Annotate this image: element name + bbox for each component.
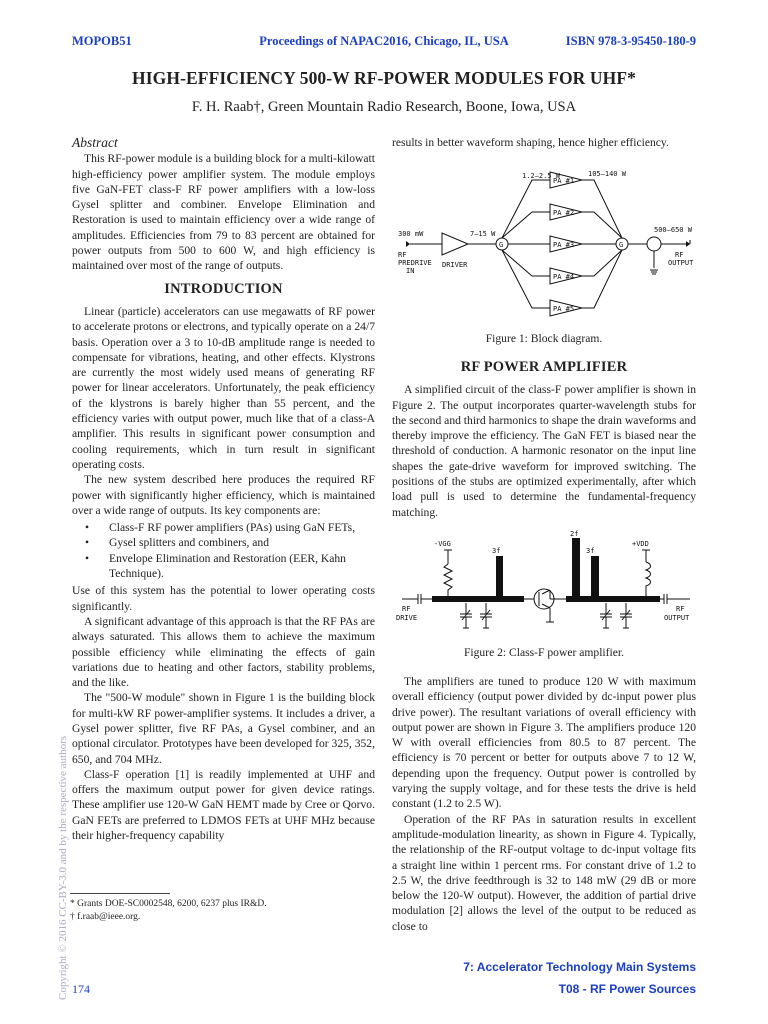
footnote-grants: * Grants DOE-SC0002548, 6200, 6237 plus IR&D. [70,899,267,909]
paper-authors: F. H. Raab†, Green Mountain Radio Research, Boone, Iowa, USA [191,99,577,115]
intro-paragraph-4: A significant advantage of this approach is that the RF PAs are always saturated. This allows them to achieve the maximum possible efficiency while eliminating the effects of gain variations due to heating and other factors, stability problems, and the like. [72,614,375,690]
intro-paragraph-2: The new system described here produces the required RF power with significantly higher efficiency, which is maintained over a wide range of outputs. Its key components are: [72,473,375,517]
header-isbn: ISBN 978-3-95450-180-9 [565,34,696,48]
footnotes [70,898,370,924]
input-line [432,596,524,602]
fig2-output-label: OUTPUT [664,614,690,622]
fig2-vgg-label: -VGG [434,540,451,548]
components-list [72,520,375,581]
footnote-email: † f.raab@ieee.org. [70,912,141,922]
fig1-pa5-label: PA #5 [553,305,575,313]
list-item: • Gysel splitters and combiners, and [109,535,375,550]
list-item: • Envelope Elimination and Restoration (EER, Kahn Technique). [109,551,375,582]
rf-power-amplifier-heading: RF POWER AMPLIFIER [460,359,628,375]
header-proceedings: Proceedings of NAPAC2016, Chicago, IL, USA [259,34,509,48]
fig1-pa3-label: PA #3 [553,241,575,249]
output-2f-stub [572,538,580,598]
footnote-rule [70,893,170,894]
fig2-drive-label: DRIVE [396,614,418,622]
fig1-output-label: OUTPUT [668,259,694,267]
page-number: 174 [72,982,90,996]
fig2-vdd-label: +VDD [632,540,649,548]
intro-paragraph-1: Linear (particle) accelerators can use megawatts of RF power to accelerate protons or electrons, and typically operate on a 24/7 basis. Operation over a 3 to 10-dB amplitude range is needed to compensate for vibrations, heating, and other effects. Klystrons are currently the most widely used means of generating RF power for linear accelerators. Unfortunately, the peak efficiency of the klystrons is barely higher than 55 percent, and the efficiency varies with output power, much like that of a class-A amplifier. This results in significant power consumption and cooling requirements, which in turn result in significant operating costs. [72,304,375,471]
fig2-3f-out-label: 3f [586,547,595,555]
fig1-output-power-label: 500–650 W [654,226,692,234]
input-3f-stub [496,556,503,598]
fig1-pa4-label: PA #4 [553,273,575,281]
list-item: • Class-F RF power amplifiers (PAs) using GaN FETs, [109,520,375,535]
right-column-bottom [392,674,696,934]
continued-text: results in better waveform shaping, hence higher efficiency. [392,136,669,149]
fig2-3f-in-label: 3f [492,547,501,555]
fig1-rf-out-label: RF [675,251,684,259]
paper-title: HIGH-EFFICIENCY 500-W RF-POWER MODULES FOR UHF* [132,68,636,88]
rfpa-paragraph-3: Operation of the RF PAs in saturation results in excellent amplitude-modulation linearity, as shown in Figure 4. Typically, the relationship of the RF-output voltage to dc-input voltage fits a straight line within 1 percent rms. For constant drive of 1.2 to 2.5 W, the drive feedthrough is 32 to 148 mW (29 dB or more below the 120-W output). However, the addition of partial drive modulation [2] allows the level of the output to be reduced as close to [392,812,696,933]
fig1-pa1-label: PA #1 [553,177,575,185]
figure-1-block-diagram [392,168,696,320]
rfpa-paragraph-1: A simplified circuit of the class-F power amplifier is shown in Figure 2. The output incorporates quarter-wavelength stubs for the second and third harmonics to shape the drain waveforms and thereby improve the efficiency. The GaN FET is biased near the threshold of conduction. A harmonic resonator on the input line shapes the gate-drive waveform for improved switching. The positions of the stubs are optimized experimentally, after which load pull is used to determine the fundamental-frequency matching. [392,383,696,519]
fig1-pa2-label: PA #2 [553,209,575,217]
copyright-notice: Copyright © 2016 CC-BY-3.0 and by the respective authors [57,735,69,1000]
footer-session: T08 - RF Power Sources [558,982,696,996]
intro-paragraph-3: Use of this system has the potential to lower operating costs significantly. [72,584,375,613]
fig2-2f-label: 2f [570,530,579,538]
fig1-pa-drive-label: 1.2–2.5 W [522,172,560,180]
intro-paragraph-5: The "500-W module" shown in Figure 1 is the building block for multi-kW RF power-amplifier systems. It includes a driver, a Gysel power splitter, five RF PAs, a Gysel combiner, and an optional circulator. Prototypes have been developed for 325, 352, 650, and 704 MHz. [72,691,375,766]
abstract-heading: Abstract [72,135,118,150]
figure-2-class-f-amplifier [392,530,696,642]
footer-track: 7: Accelerator Technology Main Systems [463,960,696,974]
fig1-in-label: IN [406,267,415,275]
fig1-predrive-label: PREDRIVE [398,259,432,267]
abstract-text: This RF-power module is a building block for a multi-kilowatt high-efficiency power amplifier system. The module employs five GaN-FET class-F RF power amplifiers with a low-loss Gysel splitter and combiner. Envelope Elimination and Restoration is used to maintain efficiency over a wide range of amplitudes. Efficiencies from 79 to 83 percent are obtained for power outputs from 500 to 600 W, and high efficiency is maintained over most of the range of outputs. [72,152,375,273]
right-column-top [392,135,696,150]
output-3f-stub [591,556,599,598]
rfpa-paragraph-2: The amplifiers are tuned to produce 120 W with maximum overall efficiency (output power divided by dc-input power plus drive power). The resultant variations of overall efficiency with output power are shown in Figure 3. The amplifiers produce 120 W with overall efficiencies from 80.5 to 87 percent. The efficiency is 70 percent or better for outputs above 7 to 12 W, depending upon the frequency. Output power is controlled by varying the supply voltage, and for these tests the drive is held constant (1.2 to 2.5 W). [392,675,696,811]
fig1-driver-out-label: 7–15 W [470,230,496,238]
header-session-id: MOPOB51 [72,34,132,48]
fig2-rf-in-label: RF [402,605,411,613]
fig1-rf-label: RF [398,251,407,259]
fig2-rf-out-label: RF [676,605,685,613]
fig1-combiner-label: G [619,241,624,249]
right-column-mid [392,352,696,520]
intro-paragraph-6: Class-F operation [1] is readily implemented at UHF and offers the maximum output power for given device ratings. These amplifier use 120-W GaN HEMT made by Cree or Qorvo. GaN FETs are preferred to LDMOS FETs at UHF MHz because their higher-frequency capability [72,767,375,843]
figure-2-caption: Figure 2: Class-F power amplifier. [463,646,625,659]
fig1-pa-out-label: 105–140 W [588,170,626,178]
left-column [72,135,375,843]
fig1-input-power-label: 300 mW [398,230,424,238]
introduction-heading: INTRODUCTION [164,280,283,297]
output-line [566,596,660,602]
fig1-driver-label: DRIVER [442,261,468,269]
figure-1-caption: Figure 1: Block diagram. [485,332,603,345]
fig1-splitter-label: G [499,241,504,249]
